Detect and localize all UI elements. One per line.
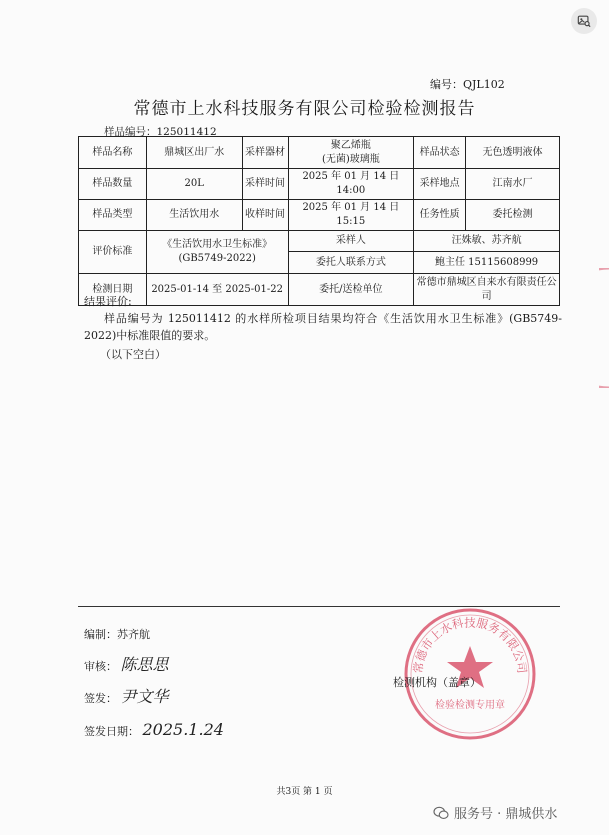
label-sampler: 采样人 — [288, 231, 414, 252]
approver-signature: 尹文华 — [120, 687, 169, 706]
standard-line-2: (GB5749-2022) — [178, 253, 256, 264]
label-evaluation-standard: 评价标准 — [79, 231, 147, 274]
label-sample-quantity: 样品数量 — [79, 169, 147, 200]
table-row — [79, 137, 560, 169]
approver-label: 签发： — [84, 692, 117, 705]
value-sampler: 汪姝敏、苏齐航 — [414, 231, 560, 252]
label-sample-state: 样品状态 — [414, 137, 466, 169]
wechat-icon — [433, 806, 449, 820]
standard-line-1: 《生活饮用水卫生标准》 — [162, 239, 273, 250]
result-text: 样品编号为 125011412 的水样所检项目结果均符合《生活饮用水卫生标准》(GB5749-2022)中标准限值的要求。 — [84, 312, 562, 342]
sample-info-table — [78, 136, 560, 306]
report-title: 常德市上水科技服务有限公司检验检测报告 — [133, 99, 476, 119]
image-search-button[interactable] — [571, 8, 597, 34]
blank-below-note: （以下空白） — [100, 348, 166, 361]
watermark-text: 服务号 · 鼎城供水 — [454, 807, 558, 822]
label-client-unit: 委托/送检单位 — [288, 274, 414, 306]
table-row — [79, 200, 560, 231]
label-client-contact: 委托人联系方式 — [288, 252, 414, 274]
sample-number: 样品编号：125011412 — [104, 126, 217, 138]
partial-seal-mark — [599, 268, 609, 388]
compiler-name: 苏齐航 — [117, 628, 150, 641]
value-evaluation-standard — [146, 231, 288, 274]
label-receipt-time: 收样时间 — [242, 200, 288, 231]
table-row — [79, 231, 560, 252]
equipment-line-2: (无菌)玻璃瓶 — [321, 153, 380, 165]
label-sample-type: 样品类型 — [79, 200, 147, 231]
reviewer-signature: 陈思思 — [120, 655, 169, 674]
approver-line — [84, 684, 169, 707]
label-sampling-equipment: 采样器材 — [242, 137, 288, 169]
wechat-watermark — [433, 803, 557, 822]
seal-inner-text: 检验检测专用章 — [435, 700, 505, 711]
reviewer-label: 审核： — [84, 660, 117, 673]
value-sample-type: 生活饮用水 — [146, 200, 242, 231]
compiler-label: 编制： — [84, 628, 117, 641]
value-sampling-location: 江南水厂 — [466, 169, 560, 200]
value-sample-state: 无色透明液体 — [466, 137, 560, 169]
page-counter: 共3页 第 1 页 — [276, 787, 333, 797]
value-sampling-equipment — [288, 137, 414, 169]
table-row — [79, 274, 560, 306]
issue-date-label: 签发日期： — [84, 725, 139, 738]
seal-ring-text: 常德市上水科技服务有限公司 — [410, 615, 530, 675]
result-heading: 结果评价: — [84, 295, 132, 308]
label-task-nature: 任务性质 — [414, 200, 466, 231]
label-sampling-time: 采样时间 — [242, 169, 288, 200]
issue-date-value: 2025.1.24 — [142, 720, 224, 739]
table-row — [79, 169, 560, 200]
issue-date-line — [84, 720, 224, 739]
image-search-icon — [577, 14, 591, 28]
equipment-line-1: 聚乙烯瓶 — [330, 139, 371, 151]
label-sample-name: 样品名称 — [79, 137, 147, 169]
label-sampling-location: 采样地点 — [414, 169, 466, 200]
reviewer-line — [84, 652, 169, 675]
document-code: 编号：QJL102 — [430, 78, 505, 91]
value-client-contact: 鲍主任 15115608999 — [414, 252, 560, 274]
value-client-unit: 常德市鼎城区自来水有限责任公司 — [414, 274, 560, 306]
value-sampling-time: 2025 年 01 月 14 日 14:00 — [288, 169, 414, 200]
value-task-nature: 委托检测 — [466, 200, 560, 231]
label-test-date: 检测日期 — [79, 274, 147, 306]
compiler-line — [84, 626, 150, 642]
value-sample-quantity: 20L — [146, 169, 242, 200]
value-sample-name: 鼎城区出厂水 — [146, 137, 242, 169]
testing-institution-stamp-label: 检测机构（盖章） — [393, 676, 481, 689]
value-receipt-time: 2025 年 01 月 14 日 15:15 — [288, 200, 414, 231]
value-test-date: 2025-01-14 至 2025-01-22 — [146, 274, 288, 306]
